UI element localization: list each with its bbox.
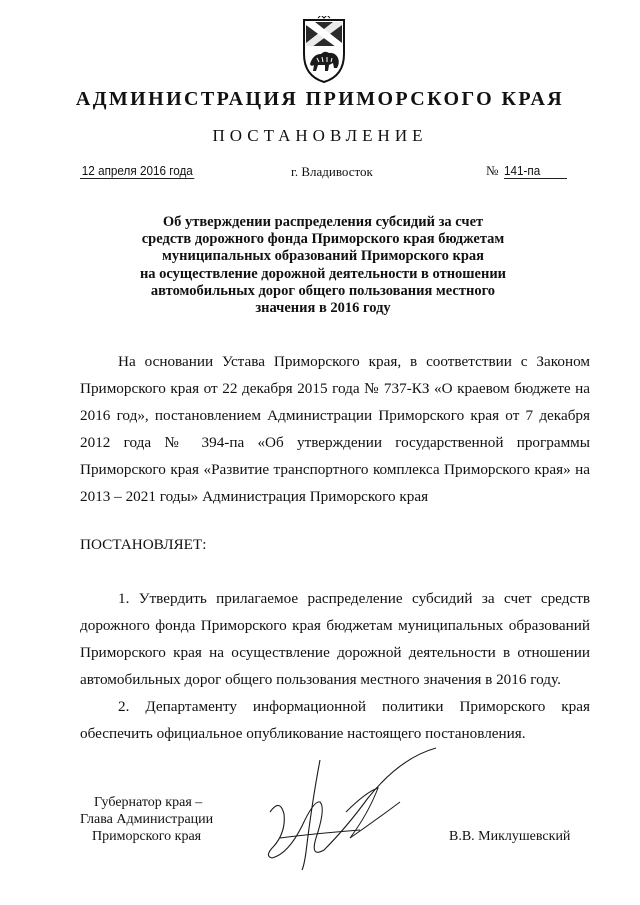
subject-line: на осуществление дорожной деятельности в отношении [139,265,507,282]
document-date-value: 12 апреля 2016 года [81,163,193,178]
signatory-name: В.В. Миклушевский [449,829,571,844]
preamble-line: Приморского края «Развитие транспортного комплекса Приморского края» на [80,461,590,478]
item-1-line: 1. Утвердить прилагаемое распределение субсидий за счет средств [118,590,590,607]
signatory-role-line: Глава Администрации [80,812,214,827]
item-1-paragraph [80,585,590,693]
preamble-line: 2016 год», постановлением Администрации Приморского края от 7 декабря [80,407,590,424]
document-city: г. Владивосток [291,164,373,179]
document-number-label: № [486,163,499,178]
document-number-value: 141-па [504,163,567,179]
subject-line: значения в 2016 году [255,300,391,317]
preamble-line: 2013 – 2021 годы» Администрация Приморского края [80,488,429,505]
item-2-line: обеспечить официальное опубликование настоящего постановления. [80,725,526,742]
signatory-role-line: Приморского края [92,829,202,844]
decree-word: ПОСТАНОВЛЯЕТ: [80,536,207,553]
signatory-role-line: Губернатор края – [94,795,203,810]
coat-of-arms-icon [299,16,349,84]
item-1-line: автомобильных дорог общего пользования местного значения в 2016 году. [80,671,561,688]
subject-line: средств дорожного фонда Приморского края бюджетам [141,231,505,248]
item-2-paragraph [80,693,590,747]
preamble-line: 2012 года № 394-па «Об утверждении государственной программы [80,434,590,451]
item-2-line: 2. Департаменту информационной политики Приморского края [118,698,590,715]
document-number [486,163,574,179]
document-date [80,163,207,179]
preamble-line: Приморского края от 22 декабря 2015 года № 737-КЗ «О краевом бюджете на [80,380,590,397]
item-1-line: Приморского края на осуществление дорожной деятельности в отношении [80,644,590,661]
document-type: ПОСТАНОВЛЕНИЕ [212,126,428,145]
subject-line: автомобильных дорог общего пользования местного [150,282,496,299]
preamble-paragraph [80,348,590,510]
organization-title: АДМИНИСТРАЦИЯ ПРИМОРСКОГО КРАЯ [75,88,565,110]
subject-line: муниципальных образований Приморского края [161,248,484,265]
subject-line: Об утверждении распределения субсидий за счет [162,214,484,230]
handwritten-signature-icon [250,742,440,882]
preamble-line: На основании Устава Приморского края, в соответствии с Законом [118,353,590,370]
document-subject [118,214,528,317]
item-1-line: дорожного фонда Приморского края бюджетам муниципальных образований [80,617,590,634]
signatory-role [80,794,213,845]
